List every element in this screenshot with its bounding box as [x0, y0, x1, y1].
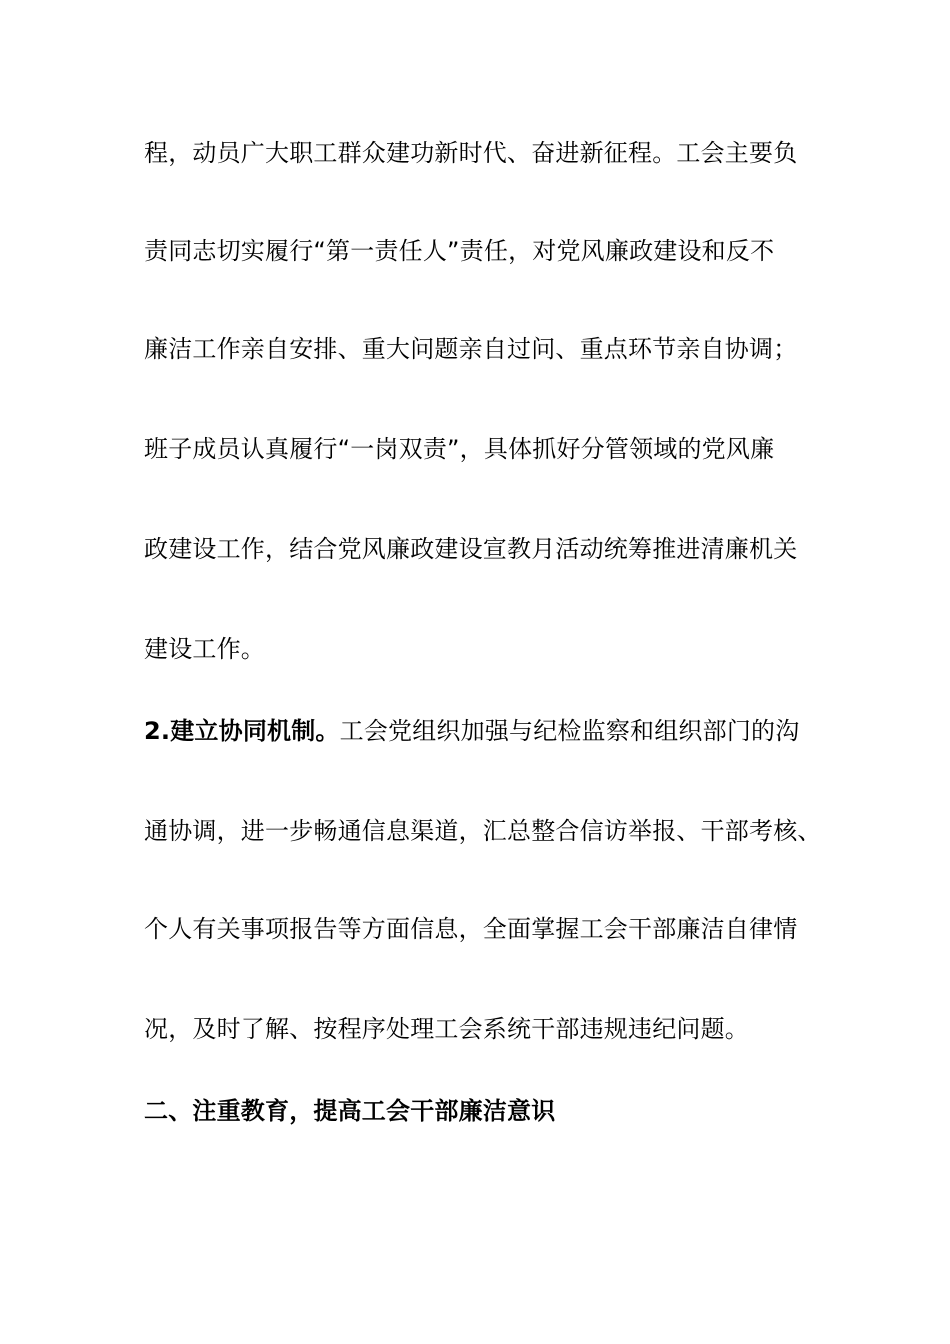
- paragraph-line: 政建设工作，结合党风廉政建设宣教月活动统筹推进清廉机关: [144, 535, 798, 563]
- item-text: 工会党组织加强与纪检监察和组织部门的沟: [339, 717, 800, 745]
- paragraph-line: 廉洁工作亲自安排、重大问题亲自过问、重点环节亲自协调；: [144, 335, 798, 363]
- paragraph-line: 况，及时了解、按程序处理工会系统干部违规违纪问题。: [144, 1015, 749, 1043]
- paragraph-line: 通协调，进一步畅通信息渠道，汇总整合信访举报、干部考核、: [144, 817, 822, 845]
- paragraph-line: 建设工作。: [144, 635, 265, 663]
- paragraph-line: 班子成员认真履行“一岗双责”，具体抓好分管领域的党风廉: [144, 435, 775, 463]
- section-heading: 二、注重教育，提高工会干部廉洁意识: [144, 1097, 556, 1125]
- paragraph-line: 责同志切实履行“第一责任人”责任，对党风廉政建设和反不: [144, 237, 775, 265]
- paragraph-line: 程，动员广大职工群众建功新时代、奋进新征程。工会主要负: [144, 139, 798, 167]
- paragraph-line: 个人有关事项报告等方面信息，全面掌握工会干部廉洁自律情: [144, 915, 798, 943]
- numbered-item-line: [144, 716, 814, 746]
- item-lead: 2.建立协同机制。: [144, 717, 340, 745]
